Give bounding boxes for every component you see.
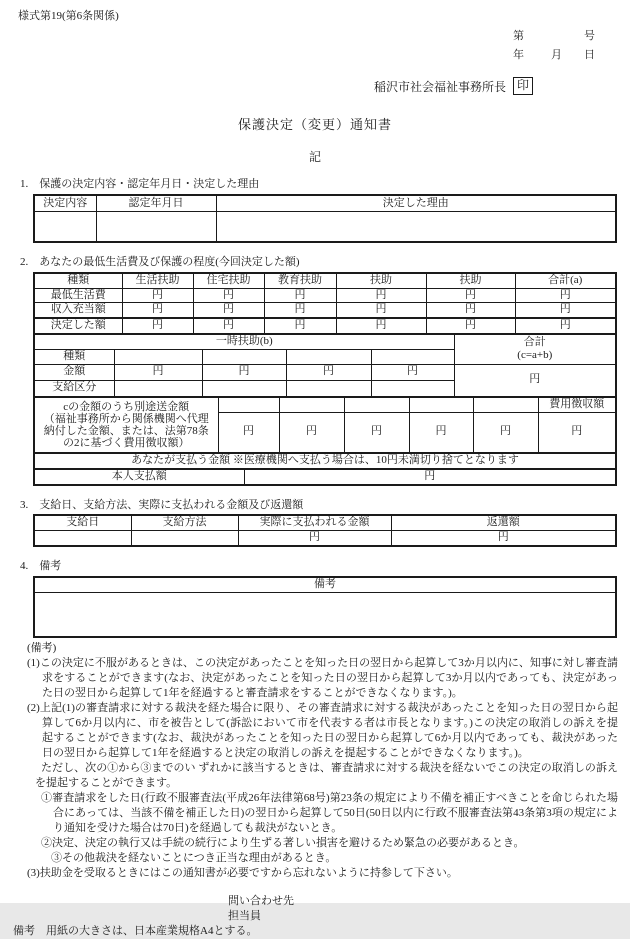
note-2-text: 上記(1)の審査請求に対する裁決を経た場合に限り、その審査請求に対する裁決があったことを知った日の翌日から起算して6か月以内に、市を被告として(訴訟において市を代表する者は市長となります。)この決定の取消しの訴えを提起することができます(なお、裁決があったことを知った日の翌日から起算して6か月以内であっても、裁決があった日の翌日から起算して1年を経過すると決定の取消しの訴えを提起することができなくなります。)。 (39, 701, 618, 759)
note-circle-2 (27, 836, 618, 851)
section4-heading: 4. 備考 (20, 559, 62, 572)
amount-yen-cell: 円 (122, 303, 193, 318)
note-3-marker: (3) (27, 866, 40, 879)
assistance-header-row (34, 273, 616, 288)
col-other-aid-2: 扶助 (426, 273, 515, 288)
col-refund-amount: 返還額 (391, 515, 616, 530)
total-c-formula: (c=a+b) (517, 349, 553, 362)
remittance-kind-cell (409, 397, 473, 412)
temp-kind-cell (371, 349, 454, 364)
temporary-aid-title-row (34, 334, 616, 350)
payment-schedule-body-row (34, 531, 616, 546)
form-number: 様式第19(第6条関係) (18, 10, 119, 22)
amount-yen-cell: 円 (193, 303, 264, 318)
col-education-aid: 教育扶助 (264, 273, 336, 288)
note-1-marker: (1) (27, 656, 40, 669)
remittance-label-line2: （福祉事務所から関係機関へ代理 (43, 412, 209, 425)
col-housing-aid: 住宅扶助 (193, 273, 264, 288)
temp-category-cell (371, 380, 454, 397)
payment-schedule-header-row (34, 515, 616, 530)
notes-block (27, 641, 618, 881)
fee-collection-yen-cell: 円 (538, 412, 616, 453)
payment-schedule-table (33, 514, 617, 547)
remarks-table (33, 576, 617, 638)
amount-yen-cell: 円 (426, 303, 515, 318)
self-payment-label: 本人支払額 (34, 469, 244, 485)
amount-yen-cell: 円 (515, 303, 616, 318)
decision-table-body-row (34, 212, 616, 243)
contact-label: 問い合わせ先 (228, 894, 294, 907)
assistance-amount-table (33, 272, 617, 335)
self-payment-table (33, 468, 617, 486)
temp-kind-cell (202, 349, 286, 364)
amount-yen-cell: 円 (344, 412, 409, 453)
amount-yen-cell: 円 (371, 364, 454, 380)
payment-date-cell (34, 531, 131, 546)
paper-size-note: 備考 用紙の大きさは、日本産業規格A4とする。 (13, 924, 258, 937)
amount-yen-cell: 円 (426, 288, 515, 303)
section2-heading: 2. あなたの最低生活費及び保護の程度(今回決定した額) (20, 256, 300, 268)
date-month-label: 月 (551, 49, 562, 61)
amount-yen-cell: 円 (426, 318, 515, 334)
col-payment-date: 支給日 (34, 515, 131, 530)
salutation-ki: 記 (308, 150, 321, 165)
self-payment-row (34, 469, 616, 485)
temp-row-label-kind: 種類 (34, 349, 114, 364)
total-c-label: 合計 (523, 336, 546, 349)
certified-date-cell (96, 212, 216, 243)
doc-number-suffix: 号 (584, 30, 595, 42)
temporary-amount-row (34, 364, 616, 380)
amount-yen-cell: 円 (264, 288, 336, 303)
note-3 (27, 866, 618, 881)
note-1 (27, 656, 618, 701)
col-livelihood-aid: 生活扶助 (122, 273, 193, 288)
note-circle-3-marker: ③ (51, 851, 62, 864)
section3-heading: 3. 支給日、支給方法、実際に支払われる金額及び返還額 (20, 498, 304, 511)
col-decision-reason: 決定した理由 (216, 195, 616, 212)
note-circle-1-marker: ① (41, 791, 53, 804)
decision-table-header-row (34, 195, 616, 212)
amount-yen-cell: 円 (336, 303, 426, 318)
amount-yen-cell: 円 (193, 318, 264, 334)
row-label-income-allocation: 収入充当額 (34, 303, 122, 318)
date-year-label: 年 (513, 49, 524, 61)
issuer-title: 稲沢市社会福祉事務所長 (373, 80, 506, 94)
note-1-text: この決定に不服があるときは、この決定があったことを知った日の翌日から起算して3か月以内に、知事に対し審査請求をすることができます(なお、決定があったことを知った日の翌日から起算して3か月以内であっても、決定があった日の翌日から起算して1年を経過すると審査請求をすることができなくなります。)。 (39, 656, 618, 699)
doc-number-prefix: 第 (513, 30, 524, 42)
temp-row-label-category: 支給区分 (34, 380, 114, 397)
actual-amount-yen-cell: 円 (238, 531, 391, 546)
refund-amount-yen-cell: 円 (391, 531, 616, 546)
contact-block (228, 894, 630, 924)
col-kind: 種類 (34, 273, 122, 288)
col-payment-method: 支給方法 (131, 515, 238, 530)
remittance-top-row (34, 397, 616, 412)
remittance-label-line3: 納付した金額、または、法第78条 (43, 424, 209, 437)
total-c-yen-cell: 円 (454, 364, 616, 397)
temp-row-label-amount: 金額 (34, 364, 114, 380)
note-2 (27, 701, 618, 761)
remittance-kind-cell (279, 397, 344, 412)
amount-yen-cell: 円 (218, 412, 279, 453)
remittance-label-line4: の2に基づく費用徴収額） (63, 436, 190, 449)
amount-yen-cell: 円 (279, 412, 344, 453)
temp-category-cell (202, 380, 286, 397)
document-title: 保護決定（変更）通知書 (237, 117, 392, 132)
staff-label: 担当員 (228, 909, 261, 922)
payment-note-row (34, 453, 616, 469)
note-circle-3 (27, 851, 618, 866)
row-label-decided-amount: 決定した額 (34, 318, 122, 334)
amount-yen-cell: 円 (336, 318, 426, 334)
remittance-kind-cell (344, 397, 409, 412)
amount-yen-cell: 円 (286, 364, 371, 380)
amount-yen-cell: 円 (515, 288, 616, 303)
amount-yen-cell: 円 (264, 318, 336, 334)
seal-stamp: 印 (513, 77, 533, 95)
income-allocation-row (34, 303, 616, 318)
form-header (0, 0, 630, 108)
note-circle-3-text: その他裁決を経ないことにつき正当な理由があるとき。 (62, 851, 337, 864)
amount-yen-cell: 円 (193, 288, 264, 303)
note-circle-2-marker: ② (41, 836, 52, 849)
decision-table (33, 194, 617, 243)
remittance-table (33, 396, 617, 470)
amount-yen-cell: 円 (122, 318, 193, 334)
decision-reason-cell (216, 212, 616, 243)
fee-collection-label: 費用徴収額 (538, 397, 616, 412)
note-circle-1-text: 審査請求をした日(行政不服審査法(平成26年法律第68号)第23条の規定により不備を補正すべきことを命じられた場合にあっては、当該不備を補正した日)の翌日から起算して50日(50日以内に行政不服審査法第43条第3項の規定により通知を受けた場合は70日)を経過しても裁決がないとき。 (52, 791, 618, 834)
self-payment-yen-cell: 円 (244, 469, 616, 485)
col-total-a: 合計(a) (515, 273, 616, 288)
remarks-header: 備考 (34, 577, 616, 593)
temporary-aid-title: 一時扶助(b) (34, 334, 454, 350)
col-other-aid-1: 扶助 (336, 273, 426, 288)
amount-yen-cell: 円 (473, 412, 538, 453)
note-circle-2-text: 決定、決定の執行又は手続の続行により生ずる著しい損害を避けるため緊急の必要があるとき。 (52, 836, 525, 849)
amount-yen-cell: 円 (515, 318, 616, 334)
note-2-marker: (2) (27, 701, 40, 714)
decided-amount-row (34, 318, 616, 334)
date-day-label: 日 (584, 49, 595, 61)
temp-kind-cell (286, 349, 371, 364)
total-c-head-cell (454, 334, 616, 365)
amount-yen-cell: 円 (336, 288, 426, 303)
remarks-header-row (34, 577, 616, 593)
temp-category-cell (286, 380, 371, 397)
note-2-proviso: ただし、次の①から③までのい ずれかに該当するときは、審査請求に対する裁決を経ないでこの決定の取消しの訴えを提起することができます。 (35, 761, 618, 789)
remittance-label-line1: cの金額のうち別途送金額 (63, 400, 190, 413)
remittance-label-cell (34, 397, 218, 453)
amount-yen-cell: 円 (122, 288, 193, 303)
temp-kind-cell (114, 349, 202, 364)
remittance-kind-cell (473, 397, 538, 412)
col-actual-amount: 実際に支払われる金額 (238, 515, 391, 530)
section1-heading: 1. 保護の決定内容・認定年月日・決定した理由 (20, 178, 260, 191)
amount-yen-cell: 円 (114, 364, 202, 380)
temp-category-cell (114, 380, 202, 397)
minimum-cost-row (34, 288, 616, 303)
amount-yen-cell: 円 (202, 364, 286, 380)
amount-yen-cell: 円 (264, 303, 336, 318)
col-decision-content: 決定内容 (34, 195, 96, 212)
amount-yen-cell: 円 (409, 412, 473, 453)
remittance-kind-cell (218, 397, 279, 412)
payment-method-cell (131, 531, 238, 546)
remarks-body-cell (34, 592, 616, 637)
payment-note: あなたが支払う金額 ※医療機関へ支払う場合は、10円未満切り捨てとなります (34, 453, 616, 469)
notes-title: (備考) (27, 641, 57, 654)
temporary-aid-table (33, 333, 617, 398)
note-3-text: 扶助金を受取るときにはこの通知書が必要ですから忘れないように持参して下さい。 (39, 866, 458, 879)
remarks-body-row (34, 592, 616, 637)
decision-content-cell (34, 212, 96, 243)
row-label-minimum-cost: 最低生活費 (34, 288, 122, 303)
col-certified-date: 認定年月日 (96, 195, 216, 212)
note-circle-1 (27, 791, 618, 836)
